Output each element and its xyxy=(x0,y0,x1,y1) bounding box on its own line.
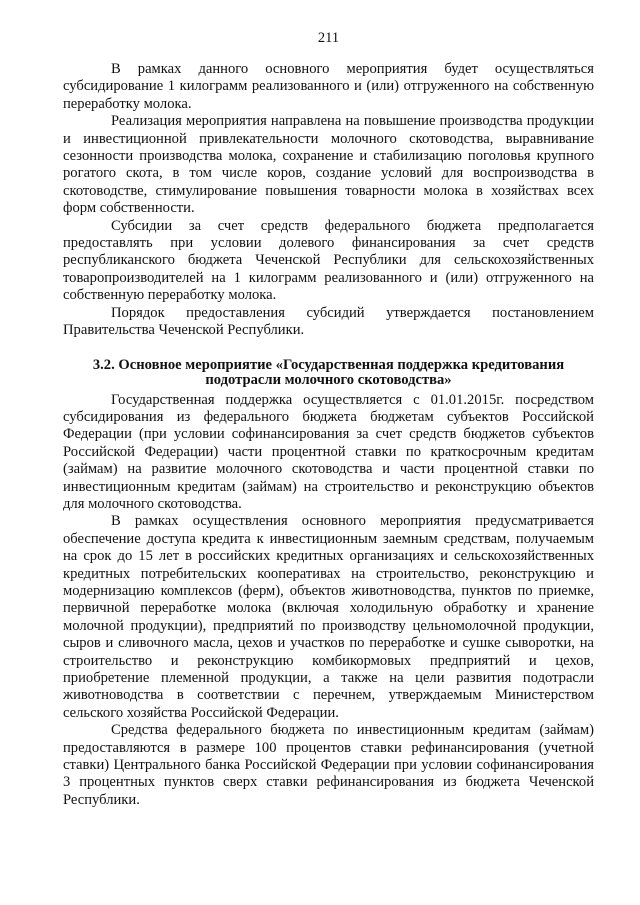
document-page xyxy=(63,0,594,905)
paragraph-procedure: Порядок предоставления субсидий утверждается постановлением Правительства Чеченской Республики. xyxy=(63,304,594,339)
paragraph-measure-goals: Реализация мероприятия направлена на повышение производства продукции и инвестиционной привлекательности молочного скотоводства, выравнивание сезонности производства молока, сохранение и стабилизацию поголовья крупного рогатого скота, в том числе коров, создание условий для воспроизводства в скотоводстве, стимулирование повышения товарности молока в хозяйствах всех форм собственности. xyxy=(63,113,594,217)
paragraph-state-support: Государственная поддержка осуществляется с 01.01.2015г. посредством субсидирования из федерального бюджета бюджетам субъектов Российской Федерации (при условии софинансирования за счет средств бюджетов субъектов Российской Федерации) части процентной ставки по краткосрочным кредитам (займам) на развитие молочного скотоводства и части процентной ставки по инвестиционным кредитам (займам) на строительство и реконструкцию объектов для молочного скотоводства. xyxy=(63,391,594,512)
page-content xyxy=(63,61,594,809)
section-heading xyxy=(63,358,594,389)
paragraph-cofinancing: Субсидии за счет средств федерального бюджета предполагается предоставлять при условии долевого финансирования за счет средств республиканского бюджета Чеченской Республики для сельскохозяйственных товаропроизводителей на 1 килограмм реализованного и (или) отгруженного на собственную переработку молока. xyxy=(63,217,594,304)
page-number: 211 xyxy=(317,30,340,46)
section-heading-line-2: подотрасли молочного скотоводства» xyxy=(205,372,452,388)
paragraph-federal-funds: Средства федерального бюджета по инвестиционным кредитам (займам) предоставляются в размере 100 процентов ставки рефинансирования (учетной ставки) Центрального банка Российской Федерации при условии софинансирования 3 процентных пунктов сверх ставки рефинансирования из бюджета Чеченской Республики. xyxy=(63,722,594,808)
section-heading-line-1: 3.2. Основное мероприятие «Государственная поддержка кредитования xyxy=(92,356,565,373)
paragraph-credit-access: В рамках осуществления основного мероприятия предусматривается обеспечение доступа кредита к инвестиционным заемным средствам, получаемым на срок до 15 лет в российских кредитных организациях и сельскохозяйственных кредитных потребительских кооперативах на строительство, реконструкцию и модернизацию комплексов (ферм), объектов животноводства, пунктов по приемке, первичной переработке молока (включая холодильную обработку и хранение молочной продукции), предприятий по производству цельномолочной продукции, сыров и сливочного масла, цехов и участков по переработке и сушке сыворотки, на строительство и реконструкцию комбикормовых предприятий и цехов, приобретение племенной продукции, а также на цели развития подотрасли животноводства в соответствии с перечнем, утверждаемым Министерством сельского хозяйства Российской Федерации. xyxy=(63,513,594,721)
paragraph-subsidy-scope: В рамках данного основного мероприятия будет осуществляться субсидирование 1 килограмм реализованного и (или) отгруженного на собственную переработку молока. xyxy=(63,61,594,112)
